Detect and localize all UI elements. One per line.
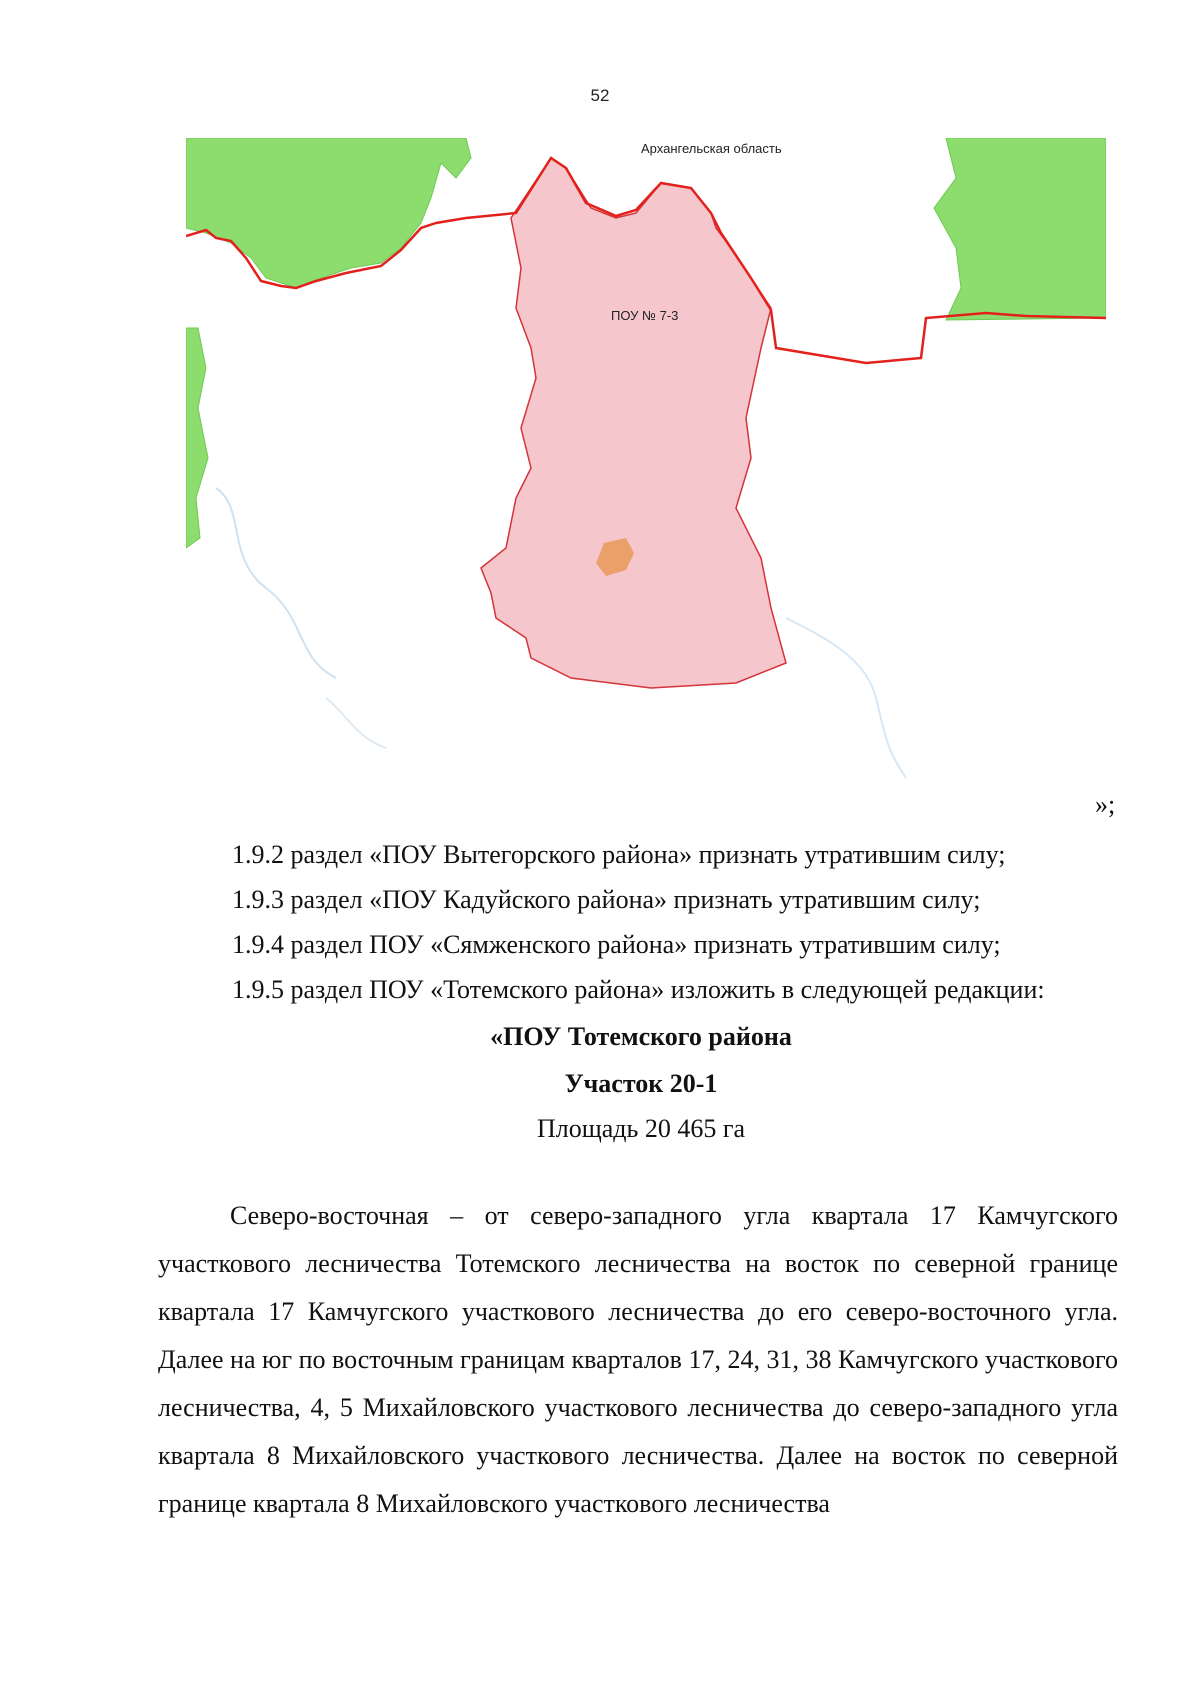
section-subtitle: Участок 20-1 [564,1069,718,1098]
section-area: Площадь 20 465 га [536,1114,746,1143]
map-figure [186,138,1106,788]
forest-area-top-right [934,138,1106,320]
map-label-pou: ПОУ № 7-3 [611,308,679,323]
map-label-region: Архангельская область [641,141,782,156]
list-item-1-9-4: 1.9.4 раздел ПОУ «Сямженского района» признать утратившим силу; [232,930,1001,959]
body-paragraph: Северо-восточная – от северо-западного угла квартала 17 Камчугского участкового лесничества Тотемского лесничества на восток по северной границе квартала 17 Камчугского участкового лесничества до его северо-восточного угла. Далее на юг по восточным границам кварталов 17, 24, 31, 38 Камчугского участкового лесничества, 4, 5 Михайловского участкового лесничества до северо-западного угла квартала 8 Михайловского участкового лесничества. Далее на восток по северной границе квартала 8 Михайловского участкового лесничества [158,1201,1119,1518]
page-number: 52 [590,86,610,105]
closing-quote: »; [1095,790,1116,819]
map-canvas [186,138,1106,788]
list-item-1-9-3: 1.9.3 раздел «ПОУ Кадуйского района» признать утратившим силу; [232,885,981,914]
list-item-1-9-2: 1.9.2 раздел «ПОУ Вытегорского района» признать утратившим силу; [232,840,1006,869]
section-title: «ПОУ Тотемского района [490,1022,792,1051]
list-item-1-9-5: 1.9.5 раздел ПОУ «Тотемского района» изложить в следующей редакции: [232,975,1045,1004]
